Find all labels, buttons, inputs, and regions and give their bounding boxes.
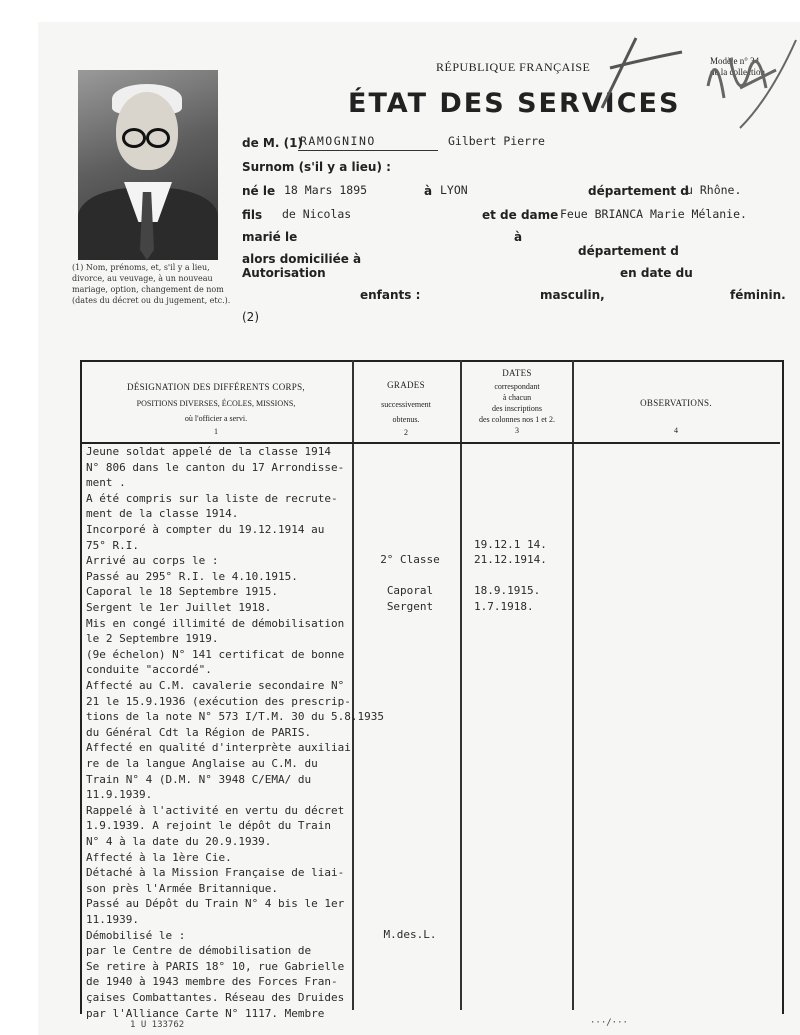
entry-line: par le Centre de démobilisation de	[86, 944, 312, 958]
republic-heading: RÉPUBLIQUE FRANÇAISE	[436, 60, 591, 74]
grade-entry: M.des.L.	[383, 927, 437, 941]
en-date-label: en date du	[620, 266, 693, 280]
born-label: né le	[242, 184, 276, 198]
portrait-photo	[78, 70, 218, 260]
col2-sub2: obtenus.	[392, 415, 420, 424]
departement2-label: département d	[578, 244, 679, 258]
date-entry: 18.9.1915.	[474, 584, 541, 598]
masculin-label: masculin,	[540, 288, 605, 302]
entry-line: conduite "accordé".	[86, 663, 212, 677]
handwritten-annotation	[590, 28, 800, 138]
de-m-label: de M. (1)	[242, 136, 303, 150]
feminin-label: féminin.	[730, 288, 786, 302]
entry-line: Passé au 295° R.I. le 4.10.1915.	[86, 569, 298, 583]
entry-line: Affecté à la 1ère Cie.	[86, 850, 232, 864]
col2-header	[356, 380, 456, 438]
date-entry: 19.12.1 14.	[474, 537, 547, 551]
col3-sub1: correspondant	[494, 382, 540, 391]
photo-glasses-left	[122, 128, 146, 148]
entry-line: re de la langue Anglaise au C.M. du	[86, 757, 318, 770]
footer-reference: 1 U 133762	[130, 1020, 185, 1030]
autorisation-label: Autorisation	[242, 266, 326, 280]
birth-place-value: LYON	[440, 183, 468, 197]
grade-entry: Caporal	[386, 584, 434, 598]
marie-a-label: à	[514, 230, 523, 244]
col3-title: DATES	[502, 368, 532, 378]
col2-sub1: successivement	[381, 400, 431, 409]
entry-line: le 2 Septembre 1919.	[86, 632, 219, 646]
entry-line: 1.9.1939. A rejoint le dépôt du Train	[86, 819, 332, 833]
entry-line: ment .	[86, 476, 126, 490]
col1-sub1: POSITIONS DIVERSES, ÉCOLES, MISSIONS,	[136, 399, 296, 408]
grade-entry: 2° Classe	[380, 553, 440, 567]
enfants-label: enfants :	[360, 288, 421, 302]
col1-header	[84, 382, 348, 437]
document-title: ÉTAT DES SERVICES	[348, 88, 681, 119]
col1-sub2: où l'officier a servi.	[184, 414, 248, 423]
col3-number: 3	[515, 426, 519, 435]
col3-sub2: à chacun	[502, 393, 532, 402]
entry-line: Détaché à la Mission Française de liai-	[86, 866, 345, 880]
footer-marks: ···/···	[590, 1018, 628, 1028]
entry-line: A été compris sur la liste de recrute-	[86, 491, 338, 505]
entry-line: N° 4 à la date du 20.9.1939.	[86, 835, 272, 848]
entry-line: Passé au Dépôt du Train N° 4 bis le 1er	[86, 897, 345, 911]
col2-number: 2	[404, 428, 408, 437]
col-divider-2	[460, 360, 462, 1010]
entry-line: çaises Combattantes. Réseau des Druides	[86, 991, 345, 1004]
domicile-label: alors domiciliée à	[242, 252, 362, 266]
entry-line: du Général Cdt la Région de PARIS.	[86, 725, 312, 739]
entry-line: Affecté en qualité d'interprète auxiliai	[86, 741, 351, 755]
mother-label: et de dame	[482, 208, 559, 222]
photo-glasses-right	[146, 128, 170, 148]
col4-title: OBSERVATIONS.	[640, 398, 712, 408]
entry-line: 75° R.I.	[86, 538, 139, 552]
entry-line: 21 le 15.9.1936 (exécution des prescrip-	[86, 694, 351, 708]
col1-number: 1	[214, 427, 218, 436]
mother-value: Feue BRIANCA Marie Mélanie.	[560, 207, 747, 221]
surname-underline	[298, 150, 438, 151]
grade-entry: Sergent	[386, 600, 434, 613]
col-divider-3	[572, 360, 574, 1010]
entry-line: Caporal le 18 Septembre 1915.	[86, 585, 279, 599]
entry-line: 11.9.1939.	[86, 788, 153, 802]
surname-value: RAMOGNINO	[300, 134, 376, 148]
entry-line: (9e échelon) N° 141 certificat de bonne	[86, 647, 345, 661]
entry-line: 11.1939.	[86, 913, 139, 926]
model-note-line2: de la collection.	[710, 67, 768, 77]
entry-line: Jeune soldat appelé de la classe 1914	[86, 445, 332, 458]
surnom-label: Surnom (s'il y a lieu) :	[242, 160, 391, 174]
model-note-line1: Modèle n° 34	[710, 56, 760, 66]
entry-line: Train N° 4 (D.M. N° 3948 C/EMA/ du	[86, 772, 312, 786]
col3-header	[464, 368, 570, 436]
entry-line: Affecté au C.M. cavalerie secondaire N°	[86, 679, 345, 692]
photo-caption: (1) Nom, prénoms, et, s'il y a lieu, divorce, au veuvage, à un nouveau mariage, option, changement de nom (dates du décret ou du jugement, etc.).	[72, 263, 231, 305]
footnote-2: (2)	[242, 310, 259, 324]
entry-line: Rappelé à l'activité en vertu du décret	[86, 803, 345, 817]
entry-line: N° 806 dans le canton du 17 Arrondisse-	[86, 460, 345, 474]
col4-header	[576, 398, 776, 436]
birth-a-label: à	[424, 184, 433, 198]
entry-line: Mis en congé illimité de démobilisation	[86, 616, 345, 630]
marie-label: marié le	[242, 230, 298, 244]
entry-line: Se retire à PARIS 18° 10, rue Gabrielle	[86, 959, 345, 973]
col3-sub3: des inscriptions	[492, 404, 542, 413]
date-entry: 1.7.1918.	[474, 600, 534, 613]
entry-line: Sergent le 1er Juillet 1918.	[86, 601, 272, 614]
birth-date-value: 18 Mars 1895	[284, 183, 368, 197]
entry-line: Démobilisé le :	[86, 928, 186, 942]
entry-line: tions de la note N° 573 I/T.M. 30 du 5.8.1935	[86, 710, 385, 724]
entry-line: de 1940 à 1943 membre des Forces Fran-	[86, 975, 338, 989]
entry-line: par l'Alliance Carte N° 1117. Membre	[86, 1006, 325, 1020]
col3-sub4: des colonnes nos 1 et 2.	[479, 415, 555, 424]
father-value: de Nicolas	[282, 207, 352, 221]
departement-value: u Rhône.	[686, 183, 742, 197]
entry-line: ment de la classe 1914.	[86, 507, 239, 521]
col2-title: GRADES	[387, 380, 425, 390]
entry-line: Arrivé au corps le :	[86, 554, 219, 568]
entry-line: Incorporé à compter du 19.12.1914 au	[86, 523, 325, 536]
col1-title: DÉSIGNATION DES DIFFÉRENTS CORPS,	[127, 382, 305, 392]
col4-number: 4	[674, 426, 678, 435]
given-names-value: Gilbert Pierre	[448, 134, 545, 148]
entry-line: son près l'Armée Britannique.	[86, 881, 279, 895]
fils-label: fils	[242, 208, 263, 222]
date-entry: 21.12.1914.	[474, 553, 547, 567]
departement-label: département d	[588, 184, 689, 198]
